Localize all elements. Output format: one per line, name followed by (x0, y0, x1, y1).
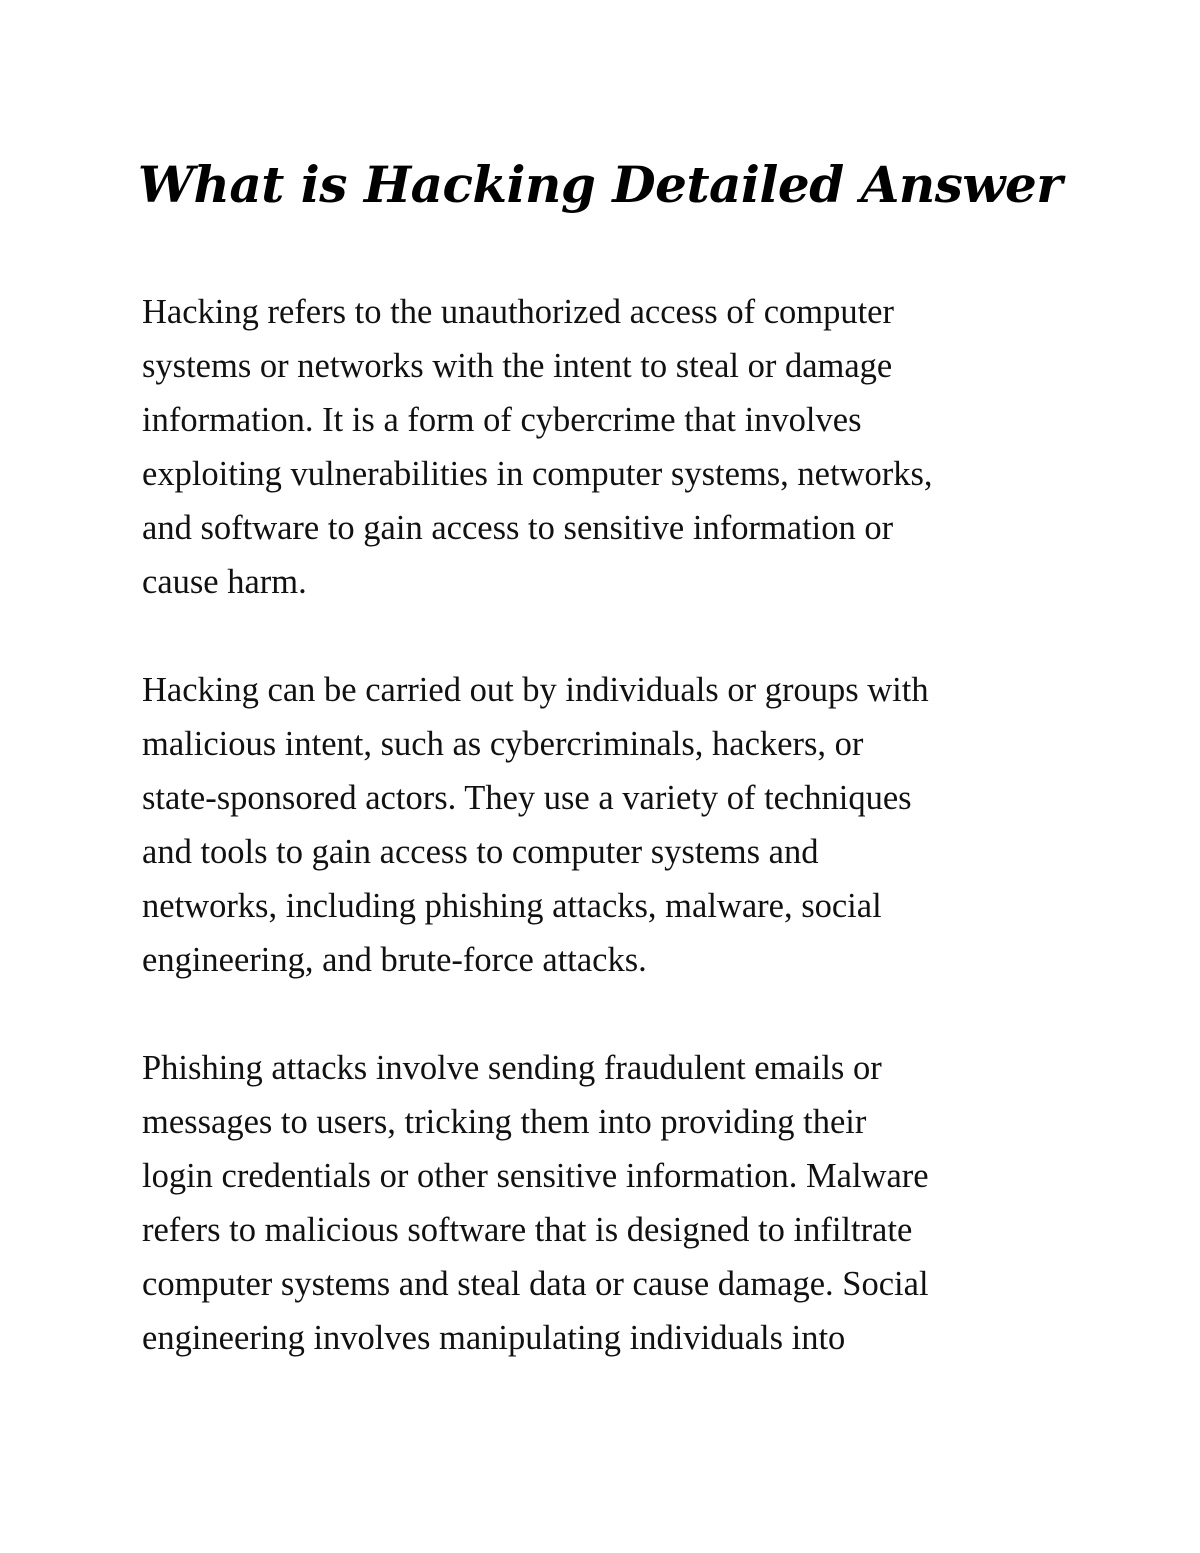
paragraph-line: Hacking refers to the unauthorized access of computer (142, 293, 894, 331)
paragraph-line: networks, including phishing attacks, malware, social (142, 887, 882, 925)
paragraph-1 (142, 285, 1072, 609)
paragraph-line: computer systems and steal data or cause damage. Social (142, 1265, 929, 1303)
document-title: What is Hacking Detailed Answer (137, 155, 1063, 214)
paragraph-line: Hacking can be carried out by individuals or groups with (142, 671, 929, 709)
paragraph-line: engineering, and brute-force attacks. (142, 941, 647, 979)
paragraph-line: systems or networks with the intent to steal or damage (142, 347, 893, 385)
paragraph-line: Phishing attacks involve sending fraudulent emails or (142, 1049, 882, 1087)
paragraph-line: state-sponsored actors. They use a variety of techniques (142, 779, 912, 817)
paragraph-line: and software to gain access to sensitive information or (142, 509, 894, 547)
paragraph-line: malicious intent, such as cybercriminals, hackers, or (142, 725, 864, 763)
paragraph-line: exploiting vulnerabilities in computer systems, networks, (142, 455, 933, 493)
paragraph-line: and tools to gain access to computer systems and (142, 833, 819, 871)
document-body (142, 285, 1072, 1419)
paragraph-2 (142, 663, 1072, 987)
paragraph-line: engineering involves manipulating individuals into (142, 1319, 846, 1357)
paragraph-3 (142, 1041, 1072, 1365)
paragraph-line: information. It is a form of cybercrime that involves (142, 401, 862, 439)
paragraph-line: refers to malicious software that is designed to infiltrate (142, 1211, 913, 1249)
paragraph-line: login credentials or other sensitive information. Malware (142, 1157, 929, 1195)
paragraph-line: messages to users, tricking them into providing their (142, 1103, 867, 1141)
paragraph-line: cause harm. (142, 563, 307, 601)
